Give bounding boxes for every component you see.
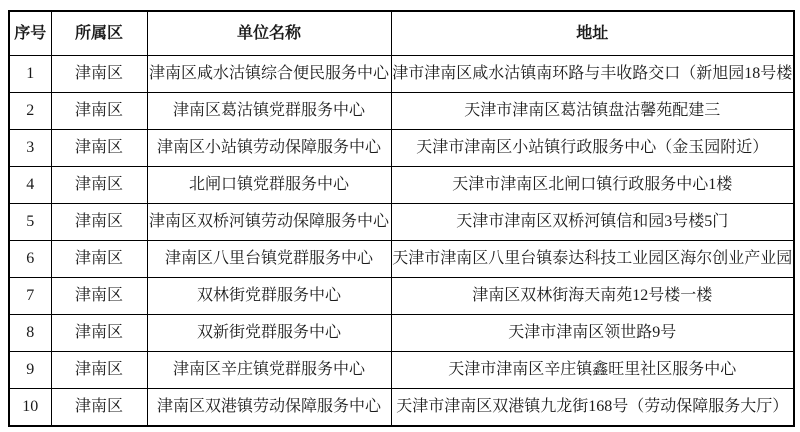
district-cell: 津南区 — [51, 315, 147, 352]
address-cell: 津南区双林街海天南苑12号楼一楼 — [391, 278, 794, 315]
unit-name-cell: 津南区小站镇劳动保障服务中心 — [147, 130, 391, 167]
table-row — [9, 352, 794, 389]
address-cell: 天津市津南区双港镇九龙街168号（劳动保障服务大厅） — [391, 389, 794, 427]
district-cell: 津南区 — [51, 130, 147, 167]
row-index-cell: 5 — [9, 204, 51, 241]
table-row — [9, 204, 794, 241]
table-header-row — [9, 11, 794, 56]
address-cell: 天津市津南区葛沽镇盘沽馨苑配建三 — [391, 93, 794, 130]
address-cell: 天津市津南区小站镇行政服务中心（金玉园附近） — [391, 130, 794, 167]
district-cell: 津南区 — [51, 241, 147, 278]
col-header-address: 地址 — [391, 11, 794, 56]
table-row — [9, 278, 794, 315]
district-cell: 津南区 — [51, 352, 147, 389]
district-cell: 津南区 — [51, 278, 147, 315]
table-row — [9, 167, 794, 204]
col-header-district: 所属区 — [51, 11, 147, 56]
unit-name-cell: 双林街党群服务中心 — [147, 278, 391, 315]
table-row — [9, 241, 794, 278]
unit-name-cell: 北闸口镇党群服务中心 — [147, 167, 391, 204]
unit-name-cell: 津南区双桥河镇劳动保障服务中心 — [147, 204, 391, 241]
row-index-cell: 2 — [9, 93, 51, 130]
unit-name-cell: 津南区八里台镇党群服务中心 — [147, 241, 391, 278]
address-cell: 天津市津南区领世路9号 — [391, 315, 794, 352]
district-cell: 津南区 — [51, 204, 147, 241]
address-cell: 天津市津南区双桥河镇信和园3号楼5门 — [391, 204, 794, 241]
address-cell: 天津市津南区北闸口镇行政服务中心1楼 — [391, 167, 794, 204]
unit-name-cell: 津南区咸水沽镇综合便民服务中心 — [147, 56, 391, 93]
address-cell: 津市津南区咸水沽镇南环路与丰收路交口（新旭园18号楼 — [391, 56, 794, 93]
row-index-cell: 6 — [9, 241, 51, 278]
row-index-cell: 4 — [9, 167, 51, 204]
table-row — [9, 130, 794, 167]
address-cell: 天津市津南区八里台镇泰达科技工业园区海尔创业产业园 — [391, 241, 794, 278]
col-header-index: 序号 — [9, 11, 51, 56]
row-index-cell: 10 — [9, 389, 51, 427]
unit-name-cell: 津南区辛庄镇党群服务中心 — [147, 352, 391, 389]
district-cell: 津南区 — [51, 56, 147, 93]
row-index-cell: 1 — [9, 56, 51, 93]
table-row — [9, 56, 794, 93]
district-cell: 津南区 — [51, 93, 147, 130]
table-row — [9, 315, 794, 352]
unit-name-cell: 津南区葛沽镇党群服务中心 — [147, 93, 391, 130]
col-header-name: 单位名称 — [147, 11, 391, 56]
district-cell: 津南区 — [51, 389, 147, 427]
row-index-cell: 9 — [9, 352, 51, 389]
district-cell: 津南区 — [51, 167, 147, 204]
unit-name-cell: 双新街党群服务中心 — [147, 315, 391, 352]
row-index-cell: 7 — [9, 278, 51, 315]
service-centers-table — [8, 10, 795, 427]
table-row — [9, 389, 794, 427]
row-index-cell: 3 — [9, 130, 51, 167]
table-row — [9, 93, 794, 130]
row-index-cell: 8 — [9, 315, 51, 352]
address-cell: 天津市津南区辛庄镇鑫旺里社区服务中心 — [391, 352, 794, 389]
unit-name-cell: 津南区双港镇劳动保障服务中心 — [147, 389, 391, 427]
